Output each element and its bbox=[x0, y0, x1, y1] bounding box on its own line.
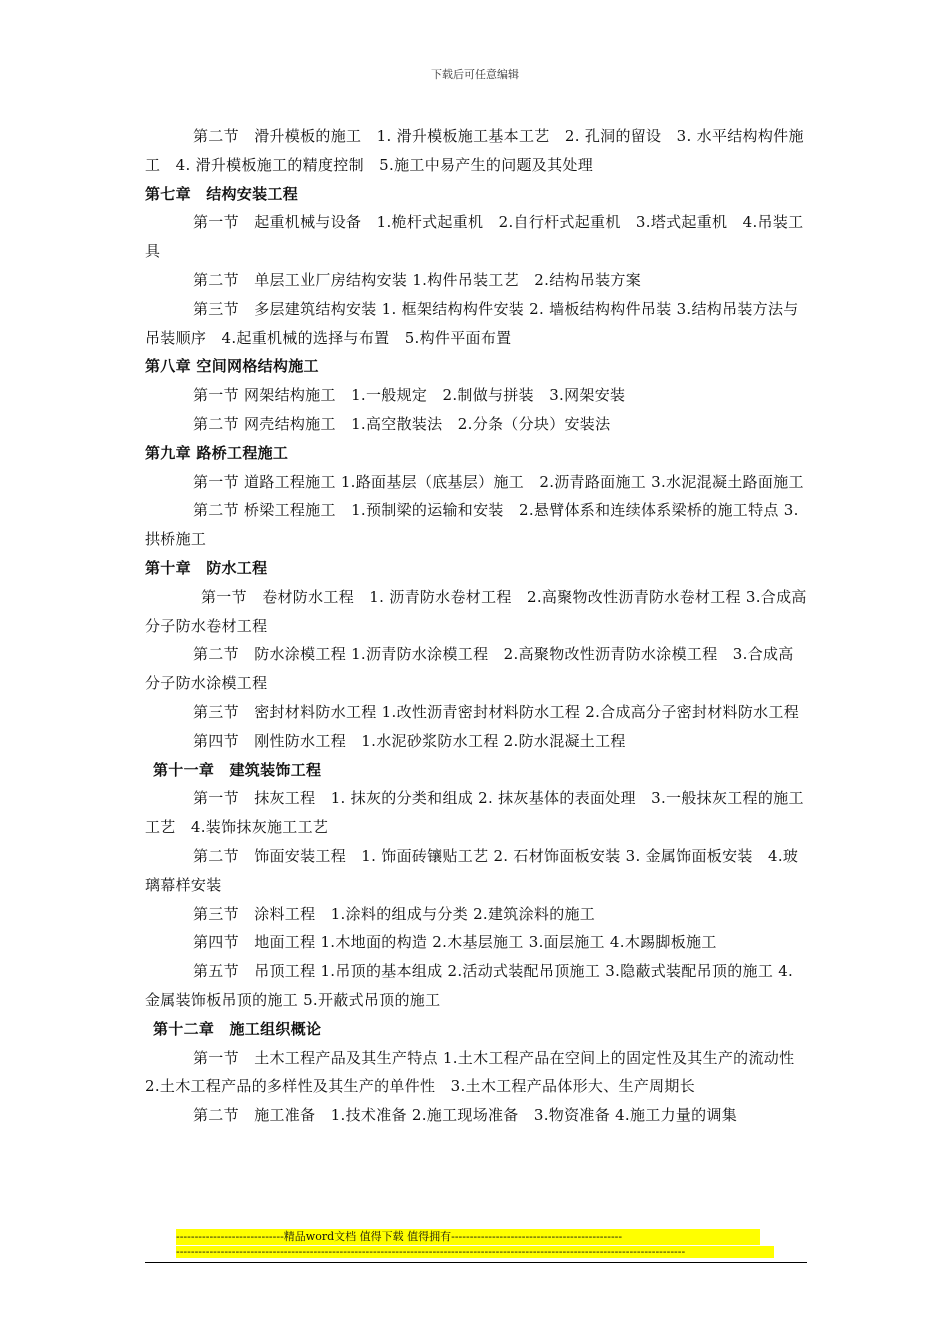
chapter-heading: 第十章 防水工程 bbox=[145, 558, 268, 577]
section-paragraph: 第三节 涂料工程 1.涂料的组成与分类 2.建筑涂料的施工 bbox=[193, 904, 596, 923]
footer-dash-line: ----------------------------------------------------------------------------------------------------------------------------------------- bbox=[176, 1246, 774, 1258]
section-paragraph: 第二节 滑升模板的施工 1. 滑升模板施工基本工艺 2. 孔洞的留设 3. 水平结构构件施工 4. 滑升模板施工的精度控制 5.施工中易产生的问题及其处理 bbox=[145, 127, 804, 174]
footer-banner: -----------------------------精品word文档 值得下载 值得拥有---------------------------------------------- bbox=[176, 1229, 760, 1245]
chapter-heading: 第九章 路桥工程施工 bbox=[145, 443, 289, 462]
chapter-heading: 第十一章 建筑装饰工程 bbox=[153, 760, 322, 779]
section-paragraph: 第一节 土木工程产品及其生产特点 1.土木工程产品在空间上的固定性及其生产的流动性 2.土木工程产品的多样性及其生产的单件性 3.土木工程产品体形大、生产周期长 bbox=[145, 1048, 810, 1096]
chapter-heading: 第十二章 施工组织概论 bbox=[153, 1019, 322, 1038]
section-paragraph: 第三节 多层建筑结构安装 1. 框架结构构件安装 2. 墙板结构构件吊装 3.结构吊装方法与吊装顺序 4.起重机械的选择与布置 5.构件平面布置 bbox=[145, 299, 799, 347]
section-paragraph: 第五节 吊顶工程 1.吊顶的基本组成 2.活动式装配吊顶施工 3.隐蔽式装配吊顶的施工 4.金属装饰板吊顶的施工 5.开蔽式吊顶的施工 bbox=[145, 962, 794, 1009]
footer-rule bbox=[145, 1262, 807, 1263]
chapter-heading: 第八章 空间网格结构施工 bbox=[145, 357, 319, 376]
section-paragraph: 第二节 施工准备 1.技术准备 2.施工现场准备 3.物资准备 4.施工力量的调集 bbox=[193, 1106, 738, 1125]
section-paragraph: 第一节 抹灰工程 1. 抹灰的分类和组成 2. 抹灰基体的表面处理 3.一般抹灰工程的施工工艺 4.装饰抹灰施工工艺 bbox=[145, 789, 804, 837]
section-paragraph: 第三节 密封材料防水工程 1.改性沥青密封材料防水工程 2.合成高分子密封材料防水工程 bbox=[193, 702, 800, 721]
chapter-heading: 第七章 结构安装工程 bbox=[145, 184, 299, 203]
section-paragraph: 第四节 刚性防水工程 1.水泥砂浆防水工程 2.防水混凝土工程 bbox=[193, 731, 626, 750]
section-paragraph: 第四节 地面工程 1.木地面的构造 2.木基层施工 3.面层施工 4.木踢脚板施工 bbox=[193, 933, 717, 952]
section-paragraph: 第二节 单层工业厂房结构安装 1.构件吊装工艺 2.结构吊装方案 bbox=[193, 270, 641, 289]
section-paragraph: 第一节 网架结构施工 1.一般规定 2.制做与拼装 3.网架安装 bbox=[193, 386, 626, 405]
section-paragraph: 第一节 起重机械与设备 1.桅杆式起重机 2.自行杆式起重机 3.塔式起重机 4.吊装工具 bbox=[145, 213, 804, 261]
section-paragraph: 第一节 卷材防水工程 1. 沥青防水卷材工程 2.高聚物改性沥青防水卷材工程 3.合成高分子防水卷材工程 bbox=[145, 587, 807, 635]
section-paragraph: 第二节 防水涂模工程 1.沥青防水涂模工程 2.高聚物改性沥青防水涂模工程 3.合成高分子防水涂模工程 bbox=[145, 645, 794, 693]
section-paragraph: 第一节 道路工程施工 1.路面基层（底基层）施工 2.沥青路面施工 3.水泥混凝土路面施工 bbox=[193, 472, 804, 491]
document-body bbox=[145, 122, 810, 1130]
page-header: 下载后可任意编辑 bbox=[431, 68, 519, 81]
section-paragraph: 第二节 网壳结构施工 1.高空散装法 2.分条（分块）安装法 bbox=[193, 414, 611, 433]
section-paragraph: 第二节 桥梁工程施工 1.预制梁的运输和安装 2.悬臂体系和连续体系梁桥的施工特点 3.拱桥施工 bbox=[145, 501, 799, 549]
section-paragraph: 第二节 饰面安装工程 1. 饰面砖镶贴工艺 2. 石材饰面板安装 3. 金属饰面板安装 4.玻璃幕样安装 bbox=[145, 846, 799, 894]
